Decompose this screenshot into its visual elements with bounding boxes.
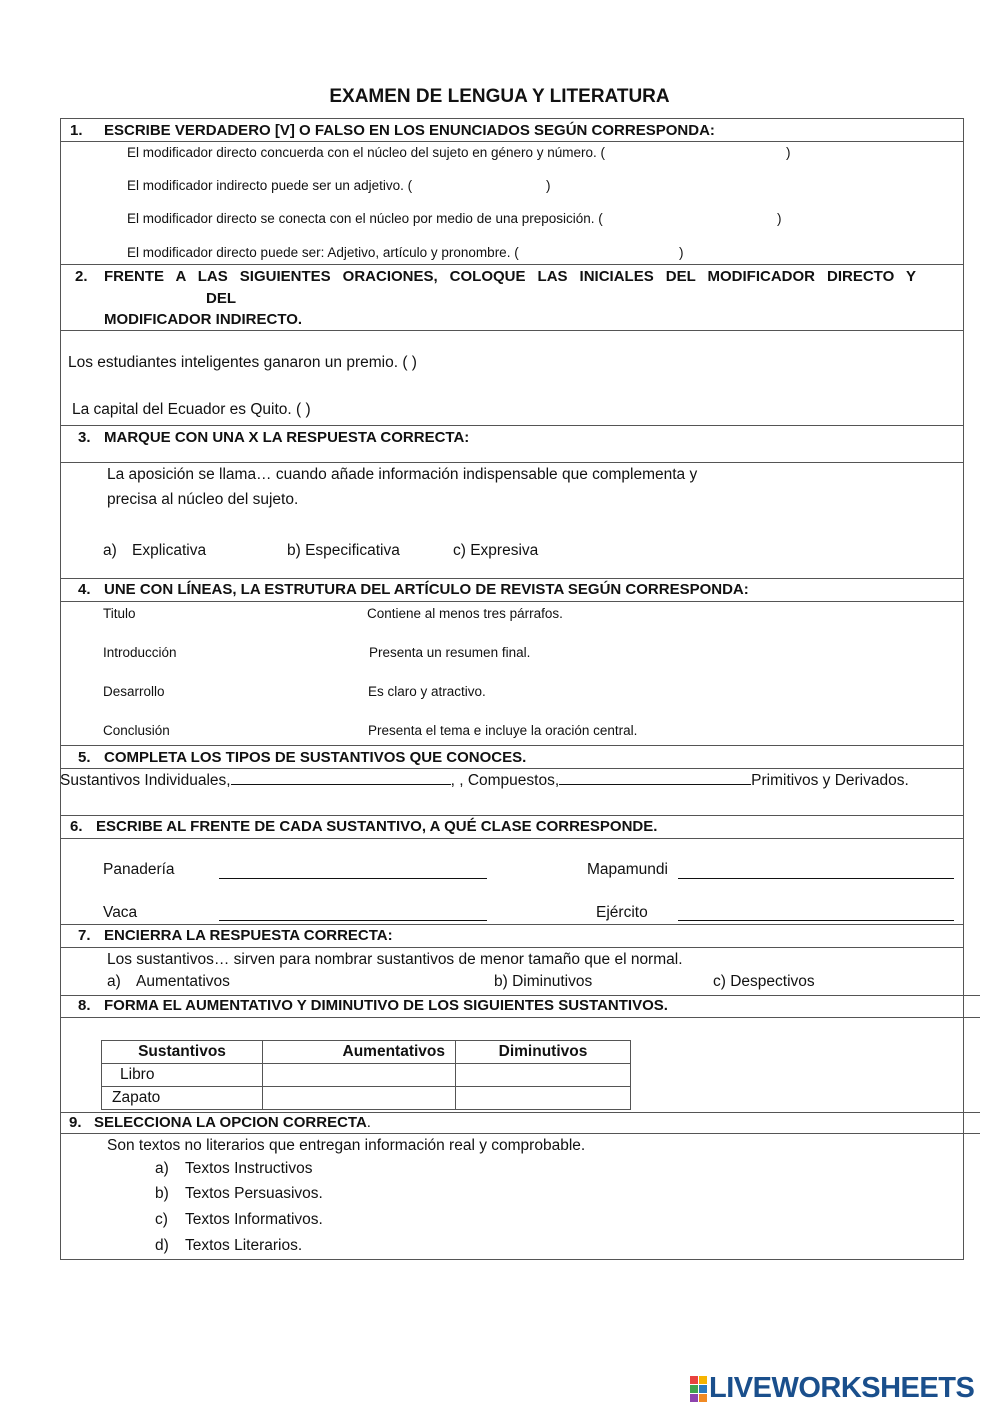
q5-sentence xyxy=(60,772,909,790)
q4-left-item[interactable]: Desarrollo xyxy=(103,684,165,699)
q2-heading-line2: MODIFICADOR INDIRECTO. xyxy=(104,311,303,328)
q9-option[interactable]: Textos Literarios. xyxy=(185,1237,303,1254)
q9-option[interactable]: Textos Instructivos xyxy=(185,1160,313,1177)
q7-heading: ENCIERRA LA RESPUESTA CORRECTA: xyxy=(104,927,393,944)
q3-option-c[interactable]: c) Expresiva xyxy=(453,542,539,559)
q5-part3: Primitivos y Derivados. xyxy=(751,772,909,789)
table-row xyxy=(102,1064,631,1087)
q8-table xyxy=(101,1040,631,1110)
logo-square xyxy=(690,1385,698,1393)
q5-number: 5. xyxy=(78,749,91,766)
q2-heading: FRENTE A LAS SIGUIENTES ORACIONES, COLOQUE LAS INICIALES DEL MODIFICADOR DIRECTO Y xyxy=(104,268,916,285)
table-cell-input[interactable] xyxy=(263,1064,456,1087)
divider xyxy=(60,1017,980,1018)
divider xyxy=(60,924,964,925)
q5-part1: Sustantivos Individuales, xyxy=(60,772,231,789)
q5-blank-2[interactable] xyxy=(559,783,751,785)
q3-option-b[interactable]: b) Especificativa xyxy=(287,542,400,559)
divider xyxy=(60,264,964,265)
q1-answer-close: ) xyxy=(786,145,791,160)
q4-heading: UNE CON LÍNEAS, LA ESTRUTURA DEL ARTÍCULO DE REVISTA SEGÚN CORRESPONDA: xyxy=(104,581,749,598)
q3-option-letter: a) xyxy=(103,542,117,559)
q8-heading: FORMA EL AUMENTATIVO Y DIMINUTIVO DE LOS SIGUIENTES SUSTANTIVOS. xyxy=(104,997,668,1014)
q9-heading-dot: . xyxy=(366,1114,371,1131)
divider xyxy=(60,330,964,331)
q6-heading: ESCRIBE AL FRENTE DE CADA SUSTANTIVO, A QUÉ CLASE CORRESPONDE. xyxy=(96,818,658,835)
q1-statement: El modificador directo se conecta con el núcleo por medio de una preposición. ( xyxy=(127,211,603,226)
q3-heading: MARQUE CON UNA X LA RESPUESTA CORRECTA: xyxy=(104,429,470,446)
q1-statement: El modificador indirecto puede ser un adjetivo. ( xyxy=(127,178,413,193)
q6-answer-line[interactable] xyxy=(219,920,487,921)
divider xyxy=(60,995,980,996)
q7-text: Los sustantivos… sirven para nombrar sustantivos de menor tamaño que el normal. xyxy=(107,951,683,968)
q9-option-letter: d) xyxy=(155,1237,169,1254)
q9-option[interactable]: Textos Persuasivos. xyxy=(185,1185,323,1202)
q6-number: 6. xyxy=(70,818,83,835)
table-header: Aumentativos xyxy=(263,1041,456,1064)
q3-text: La aposición se llama… cuando añade información indispensable que complementa y xyxy=(107,466,698,483)
page-title: EXAMEN DE LENGUA Y LITERATURA xyxy=(329,86,670,107)
table-cell-input[interactable] xyxy=(456,1064,631,1087)
q7-option-b[interactable]: b) Diminutivos xyxy=(494,973,593,990)
divider xyxy=(60,1112,980,1113)
logo-square xyxy=(699,1376,707,1384)
q1-number: 1. xyxy=(70,122,83,139)
table-cell: Libro xyxy=(102,1064,263,1087)
q5-part2: , , Compuestos, xyxy=(450,772,560,789)
table-cell-input[interactable] xyxy=(456,1087,631,1110)
table-cell: Zapato xyxy=(102,1087,263,1110)
q2-sentence: La capital del Ecuador es Quito. ( ) xyxy=(72,401,311,418)
divider xyxy=(60,578,964,579)
q3-number: 3. xyxy=(78,429,91,446)
q9-option-letter: b) xyxy=(155,1185,169,1202)
q7-number: 7. xyxy=(78,927,91,944)
divider xyxy=(60,141,964,142)
logo-blocks-icon xyxy=(690,1376,707,1402)
logo-square xyxy=(699,1394,707,1402)
divider xyxy=(60,815,964,816)
logo-square xyxy=(690,1376,698,1384)
q4-right-item[interactable]: Contiene al menos tres párrafos. xyxy=(367,606,563,621)
q7-option-c[interactable]: c) Despectivos xyxy=(713,973,815,990)
divider xyxy=(60,768,964,769)
q4-right-item[interactable]: Presenta el tema e incluye la oración central. xyxy=(368,723,638,738)
q9-number: 9. xyxy=(69,1114,82,1131)
table-header-row xyxy=(102,1041,631,1064)
q1-answer-close: ) xyxy=(777,211,782,226)
q4-left-item[interactable]: Titulo xyxy=(103,606,136,621)
q1-answer-close: ) xyxy=(546,178,551,193)
divider xyxy=(60,947,964,948)
q1-statement: El modificador directo puede ser: Adjetivo, artículo y pronombre. ( xyxy=(127,245,519,260)
divider xyxy=(60,745,964,746)
q9-option-letter: c) xyxy=(155,1211,168,1228)
q9-heading xyxy=(94,1114,371,1131)
table-cell-input[interactable] xyxy=(263,1087,456,1110)
logo-square xyxy=(699,1385,707,1393)
q7-option-letter: a) xyxy=(107,973,121,990)
q9-option[interactable]: Textos Informativos. xyxy=(185,1211,323,1228)
q4-left-item[interactable]: Introducción xyxy=(103,645,177,660)
divider xyxy=(60,462,964,463)
q5-heading: COMPLETA LOS TIPOS DE SUSTANTIVOS QUE CONOCES. xyxy=(104,749,527,766)
q9-option-letter: a) xyxy=(155,1160,169,1177)
q4-right-item[interactable]: Es claro y atractivo. xyxy=(368,684,486,699)
q3-text: precisa al núcleo del sujeto. xyxy=(107,491,299,508)
q1-heading: ESCRIBE VERDADERO [V] O FALSO EN LOS ENUNCIADOS SEGÚN CORRESPONDA: xyxy=(104,122,715,139)
q7-option-a[interactable]: Aumentativos xyxy=(136,973,230,990)
q4-number: 4. xyxy=(78,581,91,598)
q4-left-item[interactable]: Conclusión xyxy=(103,723,170,738)
table-header: Diminutivos xyxy=(456,1041,631,1064)
brand-name: LIVEWORKSHEETS xyxy=(709,1372,975,1404)
q1-answer-close: ) xyxy=(679,245,684,260)
logo-square xyxy=(690,1394,698,1402)
q6-word: Vaca xyxy=(103,904,138,921)
q6-word: Ejército xyxy=(596,904,648,921)
q2-number: 2. xyxy=(75,268,88,285)
table-header: Sustantivos xyxy=(102,1041,263,1064)
q1-statement: El modificador directo concuerda con el núcleo del sujeto en género y número. ( xyxy=(127,145,606,160)
q8-number: 8. xyxy=(78,997,91,1014)
table-row xyxy=(102,1087,631,1110)
divider xyxy=(60,601,964,602)
q6-answer-line[interactable] xyxy=(678,920,954,921)
q9-heading-text: SELECCIONA LA OPCION CORRECTA xyxy=(94,1114,367,1131)
q9-text: Son textos no literarios que entregan información real y comprobable. xyxy=(107,1137,586,1154)
q2-heading-del: DEL xyxy=(206,290,236,307)
q5-blank-1[interactable] xyxy=(231,783,451,785)
q6-word: Panadería xyxy=(103,861,175,878)
q6-answer-line[interactable] xyxy=(219,878,487,879)
q4-right-item[interactable]: Presenta un resumen final. xyxy=(369,645,531,660)
divider xyxy=(60,838,964,839)
q2-sentence: Los estudiantes inteligentes ganaron un premio. ( ) xyxy=(68,354,417,371)
divider xyxy=(60,425,964,426)
divider xyxy=(60,1133,980,1134)
q6-answer-line[interactable] xyxy=(678,878,954,879)
q6-word: Mapamundi xyxy=(587,861,668,878)
q3-option-a[interactable]: Explicativa xyxy=(132,542,207,559)
liveworksheets-logo xyxy=(690,1372,974,1405)
